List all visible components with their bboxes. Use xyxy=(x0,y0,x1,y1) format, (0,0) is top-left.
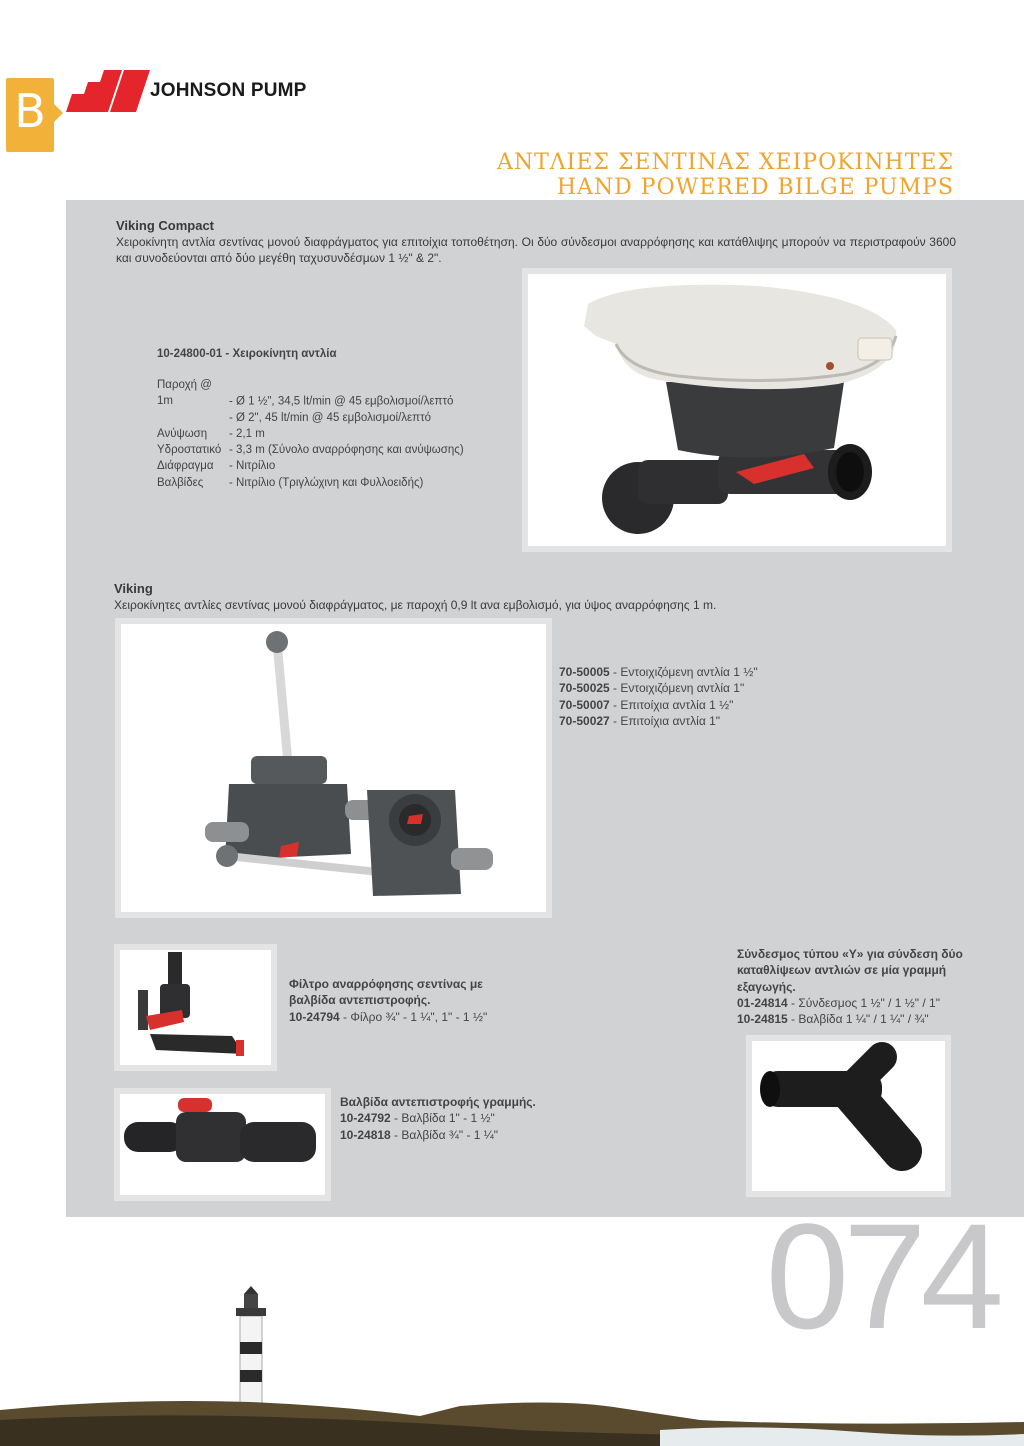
lighthouse-landscape-image xyxy=(0,1280,1024,1446)
spec-row: Ανύψωση - 2,1 m xyxy=(157,427,265,440)
page-number: 074 xyxy=(765,1192,998,1360)
spec-row: Υδροστατικό - 3,3 m (Σύνολο αναρρόφησης και ανύψωσης) xyxy=(157,444,464,457)
brand-name: JOHNSON PUMP xyxy=(150,80,307,101)
spec-row: Διάφραγμα - Νιτρίλιο xyxy=(157,460,276,473)
viking-models xyxy=(559,664,758,729)
page-title-english: HAND POWERED BILGE PUMPS xyxy=(556,175,954,200)
model-row: 70-50005 - Εντοιχιζόμενη αντλία 1 ½" xyxy=(559,665,758,679)
spec-row: - Ø 2", 45 lt/min @ 45 εμβολισμοί/λεπτό xyxy=(229,411,432,424)
filter-info: Φίλτρο αναρρόφησης σεντίνας με βαλβίδα αντεπιστροφής. 10-24794 - Φίλρο ¾" - 1 ¼", 1" - 1 ½" xyxy=(289,977,488,1024)
model-row: 70-50027 - Επιτοίχια αντλία 1" xyxy=(559,713,721,728)
viking-compact-title: Viking Compact xyxy=(116,218,215,233)
viking-photo xyxy=(115,618,552,918)
viking-title: Viking xyxy=(114,581,153,596)
viking-compact-photo xyxy=(522,268,952,552)
spec-row: Παροχή @ 1m - Ø 1 ½", 34,5 lt/min @ 45 εμβολισμοί/λεπτό xyxy=(157,379,454,408)
viking-compact-product-line: 10-24800-01 - Χειροκίνητη αντλία xyxy=(157,348,337,360)
model-row: 70-50007 - Επιτοίχια αντλία 1 ½" xyxy=(559,697,734,712)
check-valve-info: Βαλβίδα αντεπιστροφής γραμμής. 10-24792 - Βαλβίδα 1" - 1 ½" 10-24818 - Βαλβίδα ¾" - 1 ¼" xyxy=(340,1095,536,1142)
section-letter: B xyxy=(14,84,46,138)
section-tab xyxy=(6,78,54,152)
y-connector-photo xyxy=(746,1035,951,1197)
page-title-greek: ΑΝΤΛΙΕΣ ΣΕΝΤΙΝΑΣ ΧΕΙΡΟΚΙΝΗΤΕΣ xyxy=(496,150,954,175)
viking-compact-description: Χειροκίνητη αντλία σεντίνας μονού διαφράγματος για επιτοίχια τοποθέτηση. Οι δύο σύνδεσμοι αναρρόφησης και κατάθλιψης μπορούν να περιστραφούν 3600 και συνοδεύονται από δύο μεγέθη ταχυσυνδέσμων 1 ½" & 2". xyxy=(116,235,956,265)
viking-description: Χειροκίνητες αντλίες σεντίνας μονού διαφράγματος, με παροχή 0,9 lt ανα εμβολισμό, για ύψος αναρρόφησης 1 m. xyxy=(114,598,717,612)
check-valve-photo xyxy=(114,1088,331,1201)
y-connector-info: Σύνδεσμος τύπου «Y» για σύνδεση δύο καταθλίψεων αντλιών σε μία γραμμή εξαγωγής. 01-24814 - Σύνδεσμος 1 ½" / 1 ½" / 1" 10-24815 - Βαλβίδα 1 ¼" / 1 ¼" / ¾" xyxy=(737,947,963,1027)
viking-compact-specs xyxy=(157,377,517,491)
johnson-pump-logo-icon xyxy=(66,68,152,114)
model-row: 70-50025 - Εντοιχιζόμενη αντλία 1" xyxy=(559,681,745,696)
filter-photo xyxy=(114,944,277,1071)
spec-row: Βαλβίδες - Νιτρίλιο (Τριγλώχινη και Φυλλοειδής) xyxy=(157,476,424,489)
